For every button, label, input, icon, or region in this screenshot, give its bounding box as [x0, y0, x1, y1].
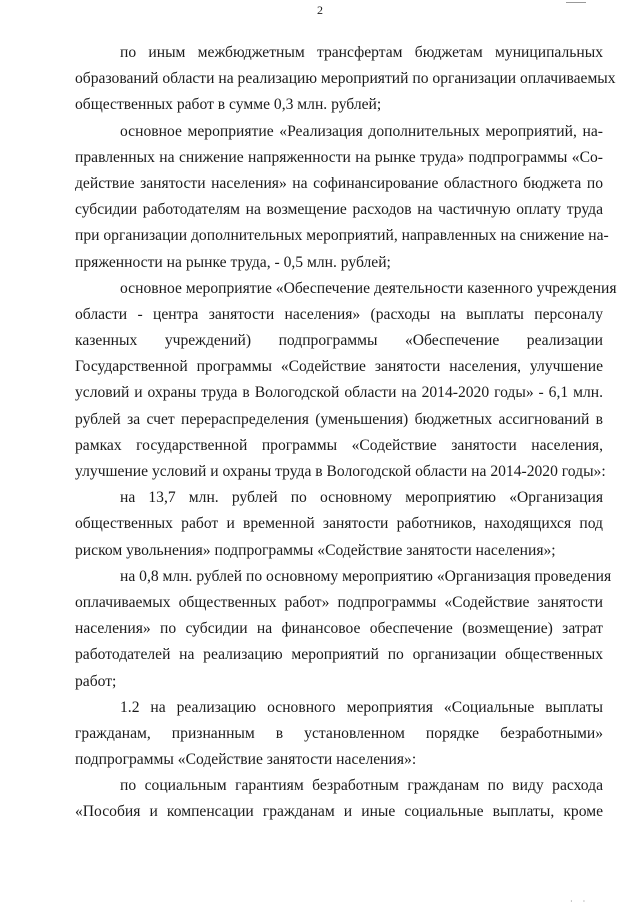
text-line: риском увольнения» подпрограммы «Содействие занятости населения»; — [75, 541, 556, 559]
text-line: субсидии работодателям на возмещение расходов на частичную оплату труда — [75, 201, 603, 219]
text-line: Государственной программы «Содействие занятости населения, улучшение — [75, 358, 603, 376]
text-line: гражданам, признанным в установленном порядке безработными» — [75, 724, 603, 742]
text-line: работ; — [75, 672, 117, 690]
text-line: при организации дополнительных мероприятий, направленных на снижение на- — [75, 227, 609, 245]
text-line: «Пособия и компенсации гражданам и иные социальные выплаты, кроме — [75, 803, 603, 821]
text-line: по иным межбюджетным трансфертам бюджетам муниципальных — [120, 44, 603, 61]
text-line: условий и охраны труда в Вологодской области на 2014-2020 годы» - 6,1 млн. — [75, 384, 603, 402]
text-line: улучшение условий и охраны труда в Вологодской области на 2014-2020 годы»: — [75, 463, 606, 480]
text-line: рамках государственной программы «Содействие занятости населения, — [75, 436, 603, 454]
text-line: подпрограммы «Содействие занятости населения»: — [75, 751, 417, 769]
text-line: на 13,7 млн. рублей по основному мероприятию «Организация — [120, 489, 603, 507]
text-line: казенных учреждений) подпрограммы «Обеспечение реализации — [75, 332, 603, 350]
text-line: оплачиваемых общественных работ» подпрограммы «Содействие занятости — [75, 593, 603, 611]
page-number: 2 — [317, 3, 323, 17]
text-line: действие занятости населения» на софинансирование областного бюджета по — [75, 174, 603, 192]
text-line: пряженности на рынке труда, - 0,5 млн. рублей; — [75, 253, 391, 271]
text-line: области - центра занятости населения» (расходы на выплаты персоналу — [75, 305, 603, 323]
document-body — [75, 40, 617, 826]
text-line: населения» по субсидии на финансовое обеспечение (возмещение) затрат — [75, 620, 603, 638]
text-line: 1.2 на реализацию основного мероприятия «Социальные выплаты — [120, 698, 603, 716]
text-line: по социальным гарантиям безработным гражданам по виду расхода — [120, 777, 603, 795]
text-line: на 0,8 млн. рублей по основному мероприятию «Организация проведения — [120, 567, 612, 585]
text-line: общественных работ и временной занятости работников, находящихся под — [75, 515, 603, 533]
text-line: работодателей на реализацию мероприятий по организации общественных — [75, 646, 603, 664]
text-line: общественных работ в сумме 0,3 млн. рублей; — [75, 96, 382, 114]
scan-artifact-mark: · · — [570, 897, 590, 906]
text-line: правленных на снижение напряженности на рынке труда» подпрограммы «Со- — [75, 148, 603, 166]
text-line: рублей за счет перераспределения (уменьшения) бюджетных ассигнований в — [75, 410, 603, 428]
text-line: основное мероприятие «Реализация дополнительных мероприятий, на- — [120, 122, 603, 140]
text-line: образований области на реализацию мероприятий по организации оплачиваемых — [75, 70, 616, 88]
text-line: основное мероприятие «Обеспечение деятельности казенного учреждения — [120, 279, 617, 297]
